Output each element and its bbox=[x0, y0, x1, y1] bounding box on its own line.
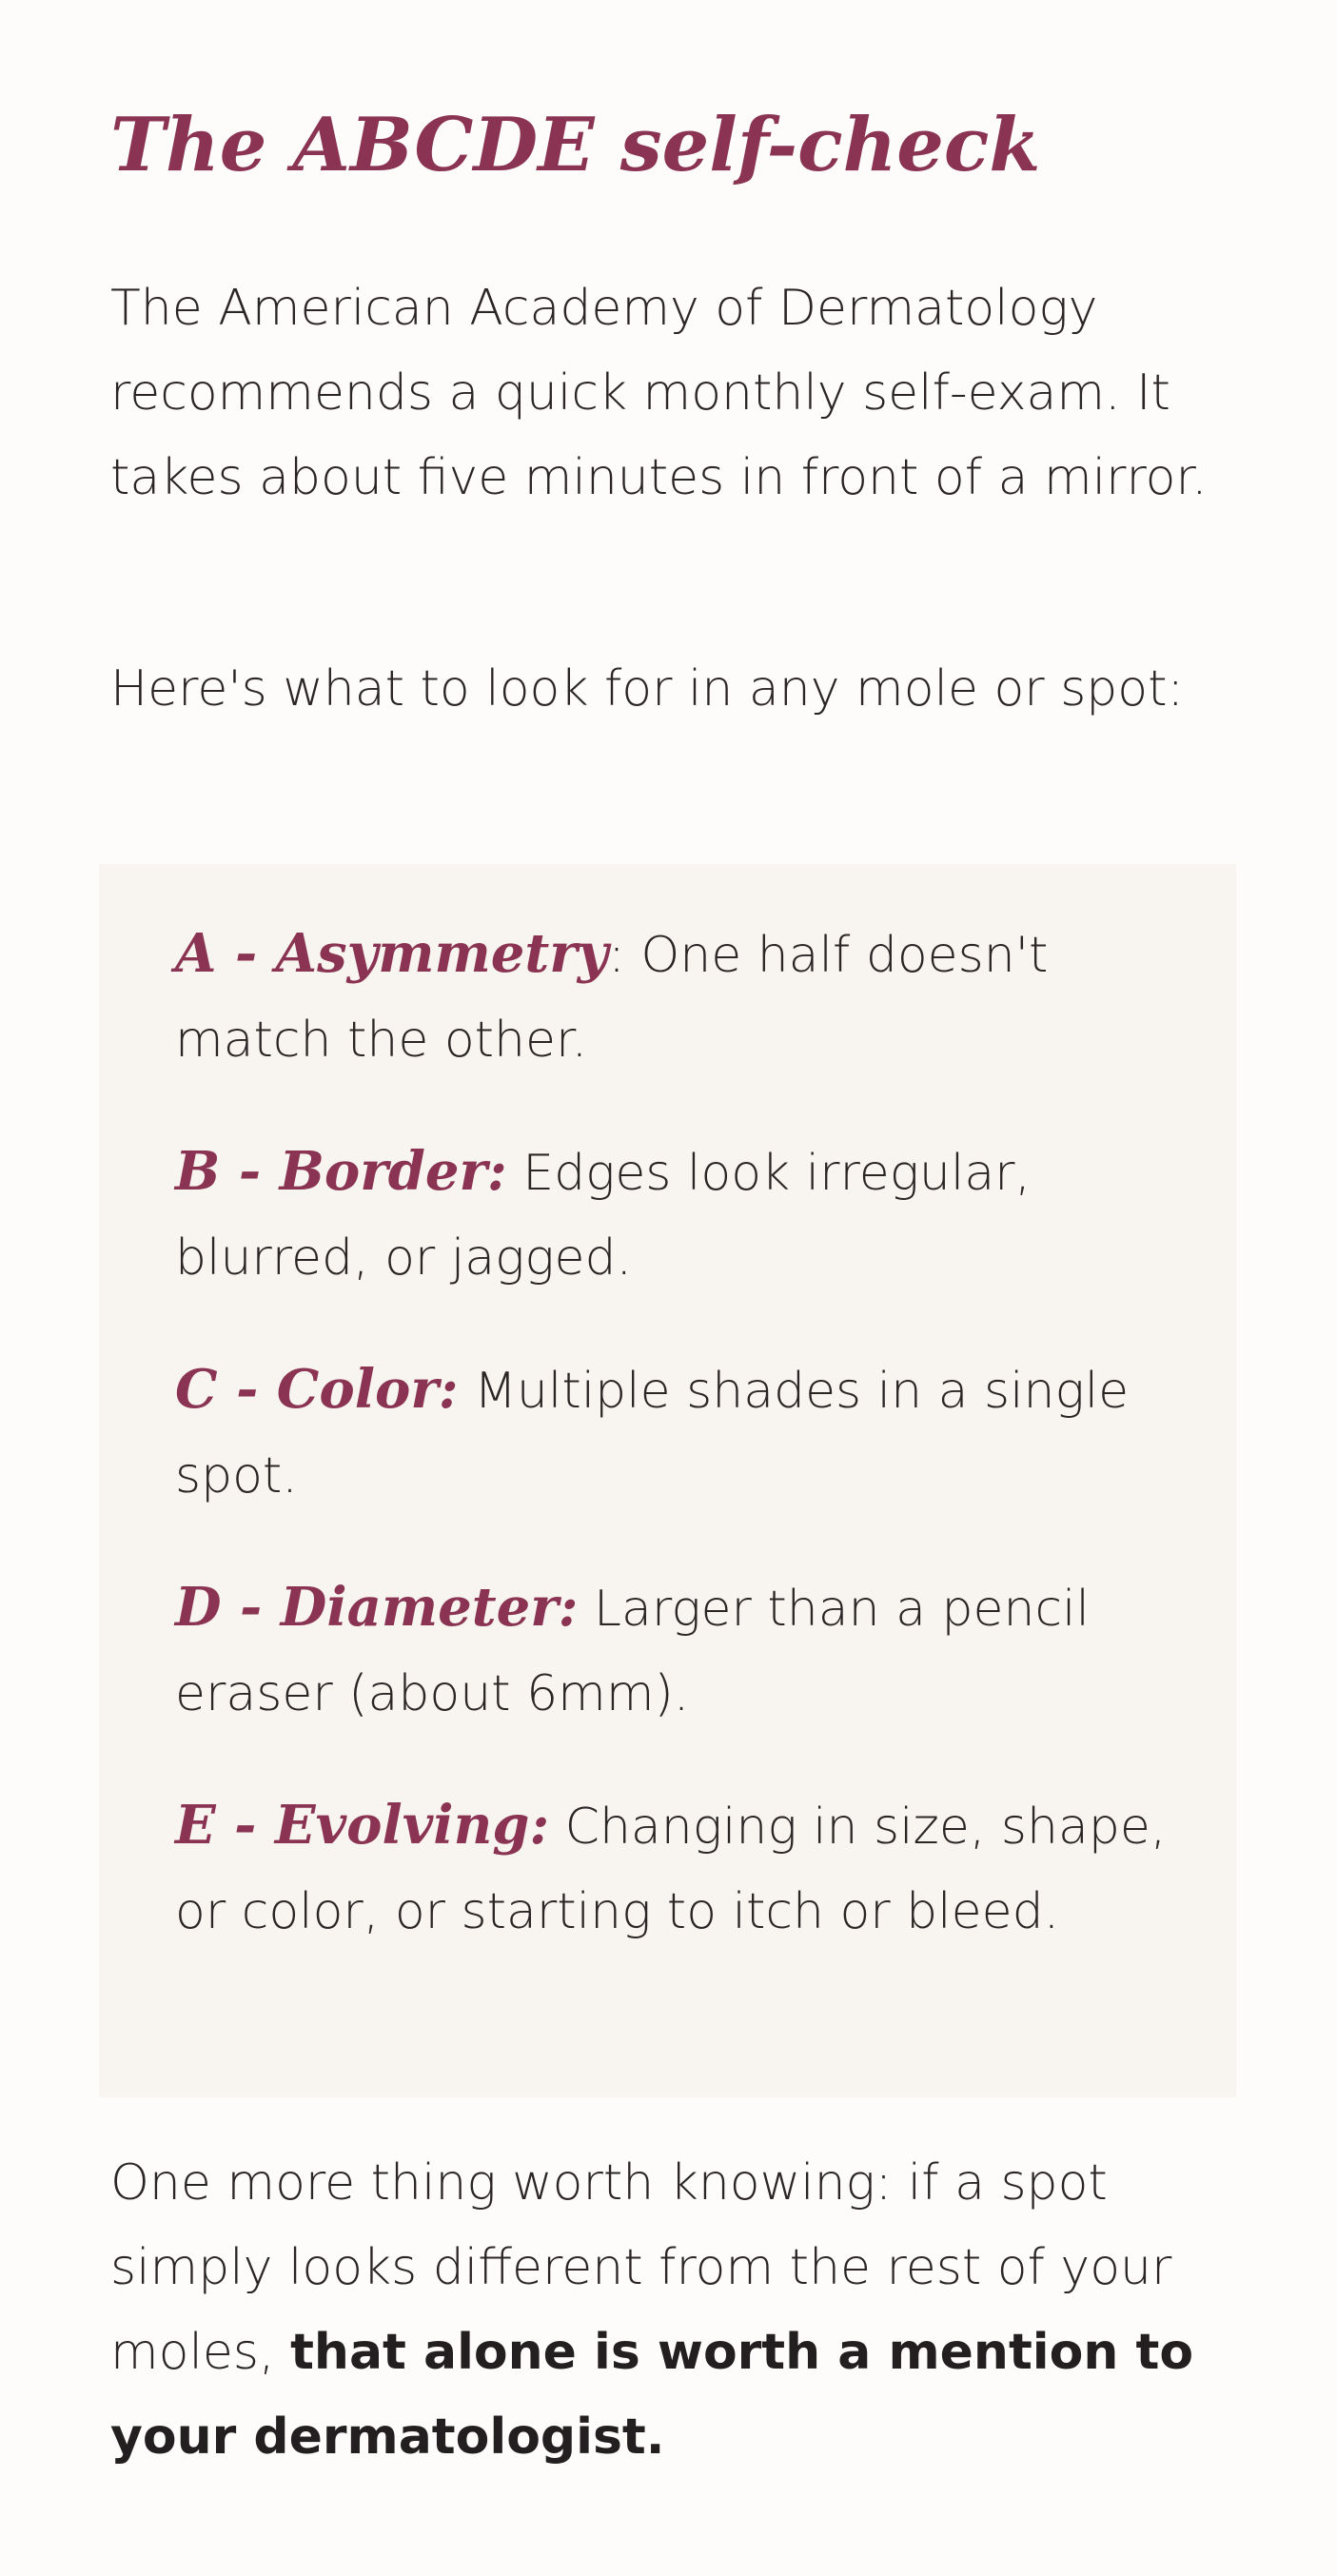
criterion-separator bbox=[549, 1799, 565, 1856]
criterion-evolving bbox=[175, 1783, 1184, 1955]
intro-paragraph: The American Academy of Dermatology recommends a quick monthly self-exam. It takes about five minutes in front of a mirror. bbox=[110, 280, 1208, 506]
criterion-separator bbox=[507, 1145, 523, 1202]
criterion-diameter bbox=[175, 1565, 1184, 1737]
criterion-separator bbox=[578, 1581, 594, 1638]
criterion-border bbox=[175, 1130, 1184, 1301]
lead-in-paragraph: Here's what to look for in any mole or spot: bbox=[110, 660, 1185, 718]
criterion-term: D - Diameter: bbox=[175, 1576, 579, 1639]
criterion-term: C - Color: bbox=[175, 1358, 459, 1421]
criterion-description: Changing in size, shape, or color, or starting to itch or bleed. bbox=[175, 1799, 1167, 1940]
criterion-description: Multiple shades in a single spot. bbox=[175, 1363, 1130, 1504]
closing-lead-text: One more thing worth knowing: if a spot simply looks different from the rest of your moles, bbox=[110, 2154, 1172, 2381]
page-title: The ABCDE self-check bbox=[110, 102, 1041, 188]
closing-paragraph bbox=[110, 2141, 1233, 2480]
criterion-term: B - Border: bbox=[175, 1140, 507, 1203]
criterion-asymmetry bbox=[175, 912, 1184, 1083]
abcde-callout-box bbox=[99, 864, 1236, 2097]
criterion-term: A - Asymmetry bbox=[175, 922, 609, 985]
criterion-description: One half doesn't match the other. bbox=[175, 927, 1049, 1069]
criterion-description: Edges look irregular, blurred, or jagged. bbox=[175, 1145, 1032, 1287]
criterion-term: E - Evolving: bbox=[175, 1794, 550, 1857]
closing-emphasis-text: that alone is worth a mention to your dermatologist. bbox=[110, 2324, 1194, 2466]
criterion-separator: : bbox=[608, 927, 641, 984]
criterion-description: Larger than a pencil eraser (about 6mm). bbox=[175, 1581, 1090, 1722]
criterion-color bbox=[175, 1347, 1184, 1519]
criterion-separator bbox=[459, 1363, 475, 1420]
